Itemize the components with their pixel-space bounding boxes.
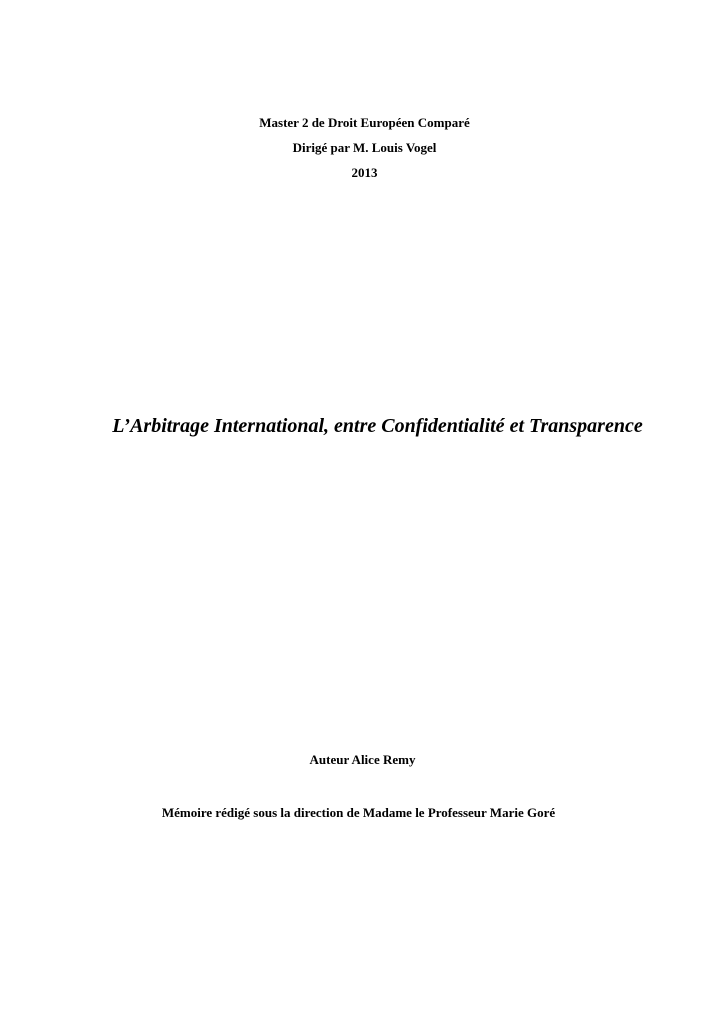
author-line: Auteur Alice Remy (309, 752, 416, 767)
director-line: Dirigé par M. Louis Vogel (292, 140, 437, 155)
supervision-line: Mémoire rédigé sous la direction de Madame le Professeur Marie Goré (161, 805, 556, 820)
thesis-title: L’Arbitrage International, entre Confidentialité et Transparence (112, 415, 643, 437)
year-line: 2013 (351, 165, 378, 180)
program-line: Master 2 de Droit Européen Comparé (259, 115, 470, 130)
